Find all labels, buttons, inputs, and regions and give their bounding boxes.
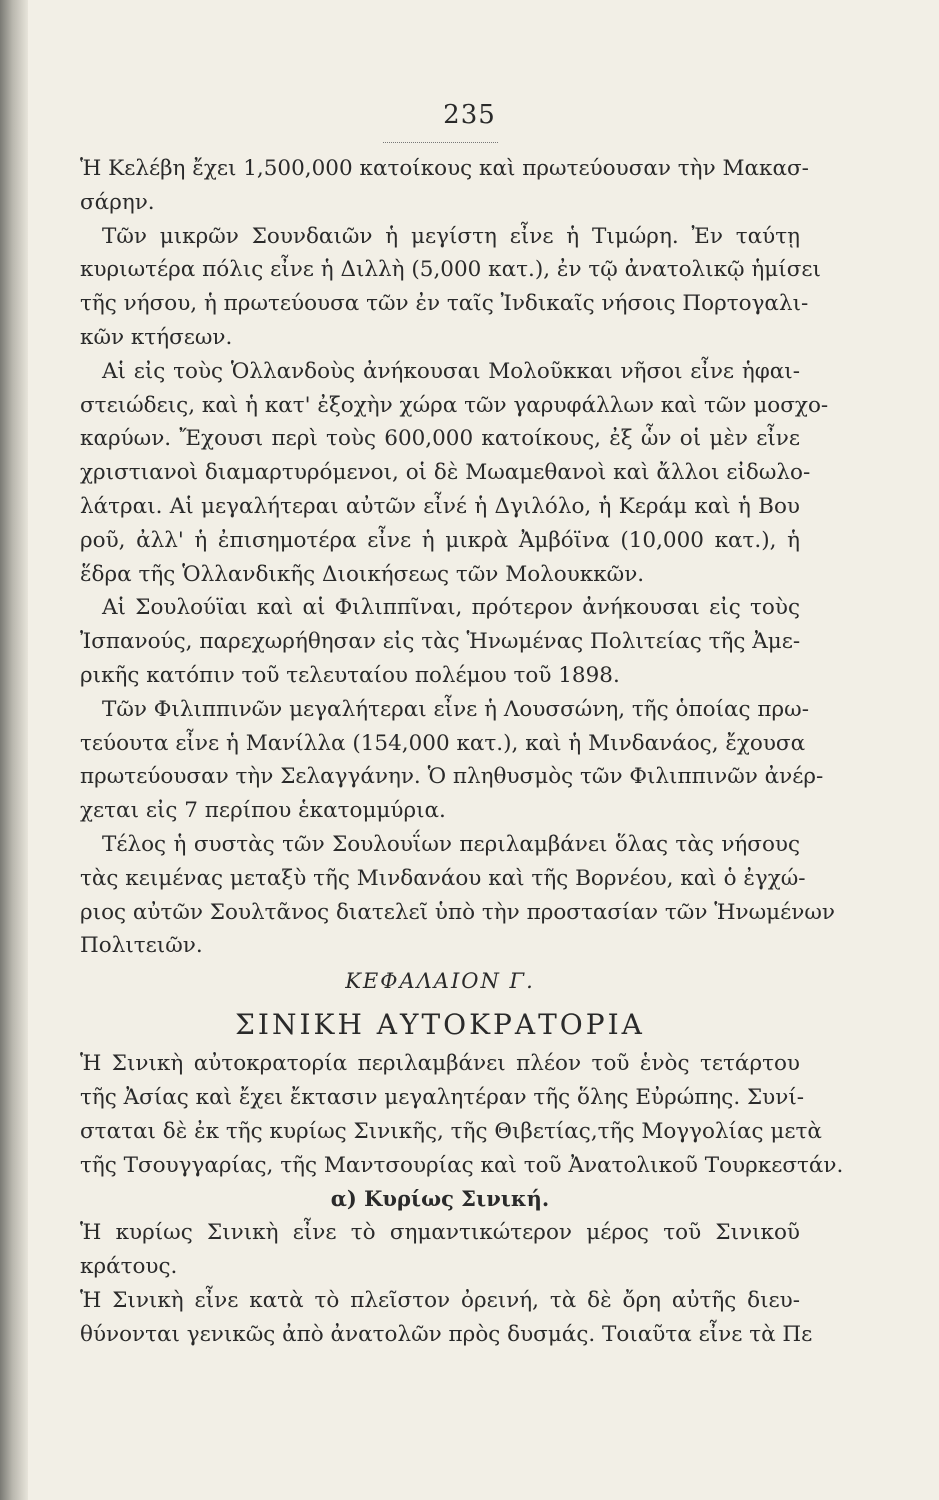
text-line: χριστιανοὶ διαμαρτυρόμενοι, οἱ δὲ Μωαμεθανοὶ καὶ ἄλλοι εἰδωλο- <box>80 460 811 486</box>
text-line: Ἰσπανούς, παρεχωρήθησαν εἰς τὰς Ἡνωμένας Πολιτείας τῆς Ἀμε- <box>80 629 801 655</box>
text-line: Αἱ Σουλούϊαι καὶ αἱ Φιλιππῖναι, πρότερον ἀνήκουσαι εἰς τοὺς <box>102 595 800 621</box>
text-line: τῆς νήσου, ἡ πρωτεύουσα τῶν ἐν ταῖς Ἰνδικαῖς νήσοις Πορτογαλι- <box>80 291 809 317</box>
text-line: κυριωτέρα πόλις εἶνε ἡ Διλλὴ (5,000 κατ.), ἐν τῷ ἀνατολικῷ ἡμίσει <box>80 257 821 283</box>
text-line: Ἡ Κελέβη ἔχει 1,500,000 κατοίκους καὶ πρωτεύουσαν τὴν Μακασ- <box>80 156 809 181</box>
text-line: σταται δὲ ἐκ τῆς κυρίως Σινικῆς, τῆς Θιβετίας,τῆς Μογγολίας μετὰ <box>80 1118 822 1144</box>
text-line: Αἱ εἰς τοὺς Ὁλλανδοὺς ἀνήκουσαι Μολοῦκκαι νῆσοι εἶνε ἡφαι- <box>102 358 800 384</box>
text-line: Πολιτειῶν. <box>80 933 203 959</box>
text-line: θύνονται γενικῶς ἀπὸ ἀνατολῶν πρὸς δυσμάς. Τοιαῦτα εἶνε τὰ Πε <box>80 1321 813 1347</box>
page-number: 235 <box>443 100 496 130</box>
text-line: κῶν κτήσεων. <box>80 324 233 350</box>
text-line: λάτραι. Αἱ μεγαλήτεραι αὐτῶν εἶνέ ἡ Δγιλόλο, ἡ Κεράμ καὶ ἡ Βου <box>80 493 800 519</box>
text-line: τῆς Ἀσίας καὶ ἔχει ἔκτασιν μεγαλητέραν τῆς ὅλης Εὐρώπης. Συνί- <box>80 1084 805 1110</box>
chapter-title: ΣΙΝΙΚΗ ΑΥΤΟΚΡΑΤΟΡΙΑ <box>235 1008 645 1042</box>
text-line: πρωτεύουσαν τὴν Σελαγγάνην. Ὁ πληθυσμὸς τῶν Φιλιππινῶν ἀνέρ- <box>80 764 824 790</box>
text-line: σάρην. <box>80 189 155 215</box>
section-heading: α) Κυρίως Σινική. <box>330 1186 550 1212</box>
text-line: Ἡ Σινικὴ εἶνε κατὰ τὸ πλεῖστον ὀρεινή, τὰ δὲ ὄρη αὐτῆς διευ- <box>80 1287 800 1313</box>
text-line: Τῶν Φιλιππινῶν μεγαλήτεραι εἶνε ἡ Λουσσώνη, τῆς ὁποίας πρω- <box>102 696 809 722</box>
page-number-rule <box>383 142 498 143</box>
text-line: Τέλος ἡ συστὰς τῶν Σουλουΐων περιλαμβάνει ὅλας τὰς νήσους <box>102 831 800 857</box>
text-line: τεύουτα εἶνε ἡ Μανίλλα (154,000 κατ.), καὶ ἡ Μινδανάος, ἔχουσα <box>80 730 806 756</box>
text-line: ρικῆς κατόπιν τοῦ τελευταίου πολέμου τοῦ 1898. <box>80 662 620 688</box>
text-line: Ἡ Σινικὴ αὐτοκρατορία περιλαμβάνει πλέον τοῦ ἑνὸς τετάρτου <box>80 1051 800 1077</box>
chapter-heading: ΚΕΦΑΛΑΙΟΝ Γ. <box>345 969 535 994</box>
text-line: ριος αὐτῶν Σουλτᾶνος διατελεῖ ὑπὸ τὴν προστασίαν τῶν Ἡνωμένων <box>80 899 835 925</box>
text-line: ἕδρα τῆς Ὁλλανδικῆς Διοικήσεως τῶν Μολουκκῶν. <box>80 561 645 587</box>
text-line: τὰς κειμένας μεταξὺ τῆς Μινδανάου καὶ τῆς Βορνέου, καὶ ὁ ἐγχώ- <box>80 865 806 891</box>
text-line: τῆς Τσουγγαρίας, τῆς Μαντσουρίας καὶ τοῦ Ἀνατολικοῦ Τουρκεστάν. <box>80 1152 844 1178</box>
text-line: χεται εἰς 7 περίπου ἑκατομμύρια. <box>80 798 446 824</box>
text-line: Τῶν μικρῶν Σουνδαιῶν ἡ μεγίστη εἶνε ἡ Τιμώρη. Ἐν ταύτῃ <box>102 223 800 249</box>
page-body <box>80 152 844 1351</box>
text-line: στειώδεις, καὶ ἡ κατ' ἐξοχὴν χώρα τῶν γαρυφάλλων καὶ τῶν μοσχο- <box>80 392 829 418</box>
text-line: ροῦ, ἀλλ' ἡ ἐπισημοτέρα εἶνε ἡ μικρὰ Ἀμβόϊνα (10,000 κατ.), ἡ <box>80 527 800 553</box>
book-gutter-shadow <box>0 0 28 1500</box>
text-line: Ἡ κυρίως Σινικὴ εἶνε τὸ σημαντικώτερον μέρος τοῦ Σινικοῦ <box>80 1220 800 1246</box>
text-line: καρύων. Ἔχουσι περὶ τοὺς 600,000 κατοίκους, ἐξ ὧν οἱ μὲν εἶνε <box>80 426 800 452</box>
text-line: κράτους. <box>80 1253 178 1279</box>
